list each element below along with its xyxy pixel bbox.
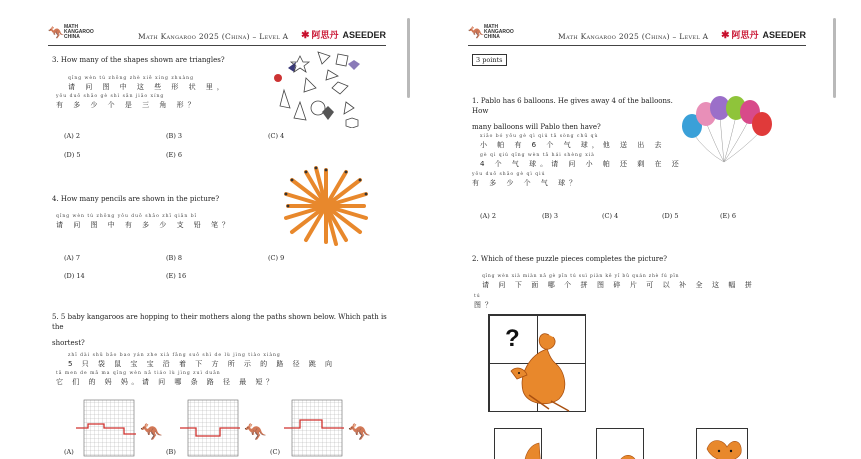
- svg-text:🦘: 🦘: [348, 422, 371, 443]
- math-kangaroo-logo: 🦘 MATH KANGAROO CHINA: [48, 24, 94, 41]
- page-header: [48, 24, 386, 46]
- q2-chinese-2: 图？: [474, 301, 496, 309]
- puzzle-piece-a: [495, 429, 543, 459]
- math-kangaroo-logo: 🦘 MATH KANGAROO CHINA: [468, 24, 514, 41]
- kangaroo-drawing: [489, 315, 587, 413]
- scrollbar-right[interactable]: [833, 18, 836, 98]
- shape-square: [336, 54, 348, 66]
- right-page: [458, 18, 816, 459]
- q5-chinese-1: 5 只 袋 鼠 宝 宝 沿 着 下 方 所 示 的 路 径 跳 向: [68, 360, 336, 368]
- q3-option-b[interactable]: (B) 3: [166, 132, 183, 140]
- q1-chinese-3: 有 多 少 个 气 球？: [472, 179, 581, 187]
- shape-diamond: [348, 60, 360, 70]
- q5-pinyin-2: tā men de mā ma qǐng wèn nǎ tiáo lù jìng zuì duǎn: [56, 371, 221, 376]
- q1-option-e[interactable]: (E) 6: [720, 212, 737, 220]
- kangaroo-icon: 🦘: [48, 26, 65, 41]
- svg-text:🦘: 🦘: [244, 422, 267, 443]
- q1-option-a[interactable]: (A) 2: [480, 212, 496, 220]
- svg-text:🦘: 🦘: [140, 422, 163, 443]
- shape-triangle: [280, 90, 290, 108]
- q2-chinese-1: 请 问 下 面 哪 个 拼 图 碎 片 可 以 补 全 这 幅 拼: [482, 281, 756, 289]
- puzzle-piece-c: [697, 429, 749, 459]
- shape-triangle: [344, 102, 354, 114]
- q1-option-c[interactable]: (C) 4: [602, 212, 619, 220]
- page-header: [468, 24, 806, 46]
- q3-option-d[interactable]: (D) 5: [64, 151, 81, 159]
- q3-option-e[interactable]: (E) 6: [166, 151, 183, 159]
- q4-pinyin-1: qǐng wèn tú zhōng yǒu duō shǎo zhī qiān bǐ: [56, 214, 198, 219]
- shape-triangle: [326, 70, 338, 80]
- balloons-figure: [676, 92, 780, 172]
- aseeder-brand: ✱ 阿思丹 ASEEDER: [721, 30, 806, 41]
- q5-option-b[interactable]: (B): [166, 448, 176, 456]
- q3-pinyin-2: yǒu duō shǎo gè shì sān jiǎo xíng: [56, 94, 165, 99]
- q3-pinyin-1: qǐng wèn tú zhōng zhè xiē xíng zhuàng: [68, 76, 194, 81]
- puzzle-option-b[interactable]: [596, 428, 644, 459]
- question-3-text: 3. How many of the shapes shown are triangles?: [52, 56, 225, 64]
- balloon: [752, 112, 772, 136]
- question-1-text: 1. Pablo has 6 balloons. He gives away 4 of the balloons. How many balloons will Pablo then have?: [472, 97, 673, 131]
- q4-option-e[interactable]: (E) 16: [166, 272, 187, 280]
- question-5-text: 5. 5 baby kangaroos are hopping to their mothers along the paths shown below. Which path is the shortest?: [52, 313, 387, 347]
- q1-option-b[interactable]: (B) 3: [542, 212, 559, 220]
- snowflake-icon: ✱: [301, 30, 310, 41]
- q4-option-c[interactable]: (C) 9: [268, 254, 285, 262]
- aseeder-brand: ✱ 阿思丹 ASEEDER: [301, 30, 386, 41]
- shape-triangle: [304, 78, 316, 92]
- kangaroo-icon: 🦘: [468, 26, 485, 41]
- q3-option-a[interactable]: (A) 2: [64, 132, 80, 140]
- q5-option-c[interactable]: (C): [270, 448, 281, 456]
- path-grid-c: [282, 398, 378, 458]
- q1-pinyin-3: yǒu duō shǎo gè qì qiú: [472, 172, 546, 177]
- shape-hexagon: [346, 118, 358, 128]
- q1-chinese-1: 小 帕 有 6 个 气 球，他 送 出 去: [480, 141, 666, 149]
- q4-option-b[interactable]: (B) 8: [166, 254, 183, 262]
- q2-pinyin-2: tú: [474, 294, 481, 299]
- q1-chinese-2: 4 个 气 球。请 问 小 帕 还 剩 在 还: [480, 160, 683, 168]
- pencils-figure: [278, 166, 374, 246]
- points-badge: 3 points: [472, 54, 507, 66]
- question-mark: ?: [505, 325, 520, 352]
- q3-option-c[interactable]: (C) 4: [268, 132, 285, 140]
- q3-chinese-2: 有 多 少 个 是 三 角 形？: [56, 101, 199, 109]
- puzzle-picture: [488, 314, 586, 412]
- shape-diamond: [322, 106, 334, 120]
- q1-pinyin-2: gè qì qiú qǐng wèn tā hái shèng xià: [480, 153, 595, 158]
- q4-option-d[interactable]: (D) 14: [64, 272, 85, 280]
- header-title: Math Kangaroo 2025 (China) – Level A: [138, 32, 289, 41]
- q4-option-a[interactable]: (A) 7: [64, 254, 80, 262]
- q2-pinyin-1: qǐng wèn xià miàn nǎ gè pīn tú suì piàn kě yǐ bǔ quán zhè fú pīn: [482, 274, 680, 279]
- q3-chinese-1: 请 问 图 中 这 些 形 状 里，: [68, 83, 228, 91]
- path-grid-b: [178, 398, 268, 458]
- path-grid-a: [74, 398, 164, 458]
- puzzle-option-c[interactable]: [696, 428, 748, 459]
- shapes-figure: [266, 48, 366, 128]
- shape-circle: [274, 74, 282, 82]
- question-4-text: 4. How many pencils are shown in the picture?: [52, 195, 220, 203]
- scrollbar-left[interactable]: [407, 18, 410, 98]
- puzzle-piece-b: [597, 429, 645, 459]
- q5-pinyin-1: zhī dài shǔ bǎo bao yán zhe xià fāng suǒ shì de lù jìng tiào xiàng: [68, 353, 281, 358]
- q5-chinese-2: 它 们 的 妈 妈。请 问 哪 条 路 径 最 短？: [56, 378, 277, 386]
- q4-chinese-1: 请 问 图 中 有 多 少 支 铅 笔？: [56, 221, 234, 229]
- q5-option-a[interactable]: (A): [64, 448, 74, 456]
- q1-option-d[interactable]: (D) 5: [662, 212, 679, 220]
- q1-pinyin-1: xiǎo bó yǒu gè qì qiú tā sòng chū qù: [480, 134, 599, 139]
- shape-rhombus: [332, 82, 348, 94]
- shape-triangle: [294, 102, 306, 120]
- puzzle-option-a[interactable]: [494, 428, 542, 459]
- question-2-text: 2. Which of these puzzle pieces completes the picture?: [472, 255, 667, 263]
- snowflake-icon: ✱: [721, 30, 730, 41]
- shape-triangle: [318, 52, 330, 64]
- header-title: Math Kangaroo 2025 (China) – Level A: [558, 32, 709, 41]
- left-page: [38, 18, 396, 459]
